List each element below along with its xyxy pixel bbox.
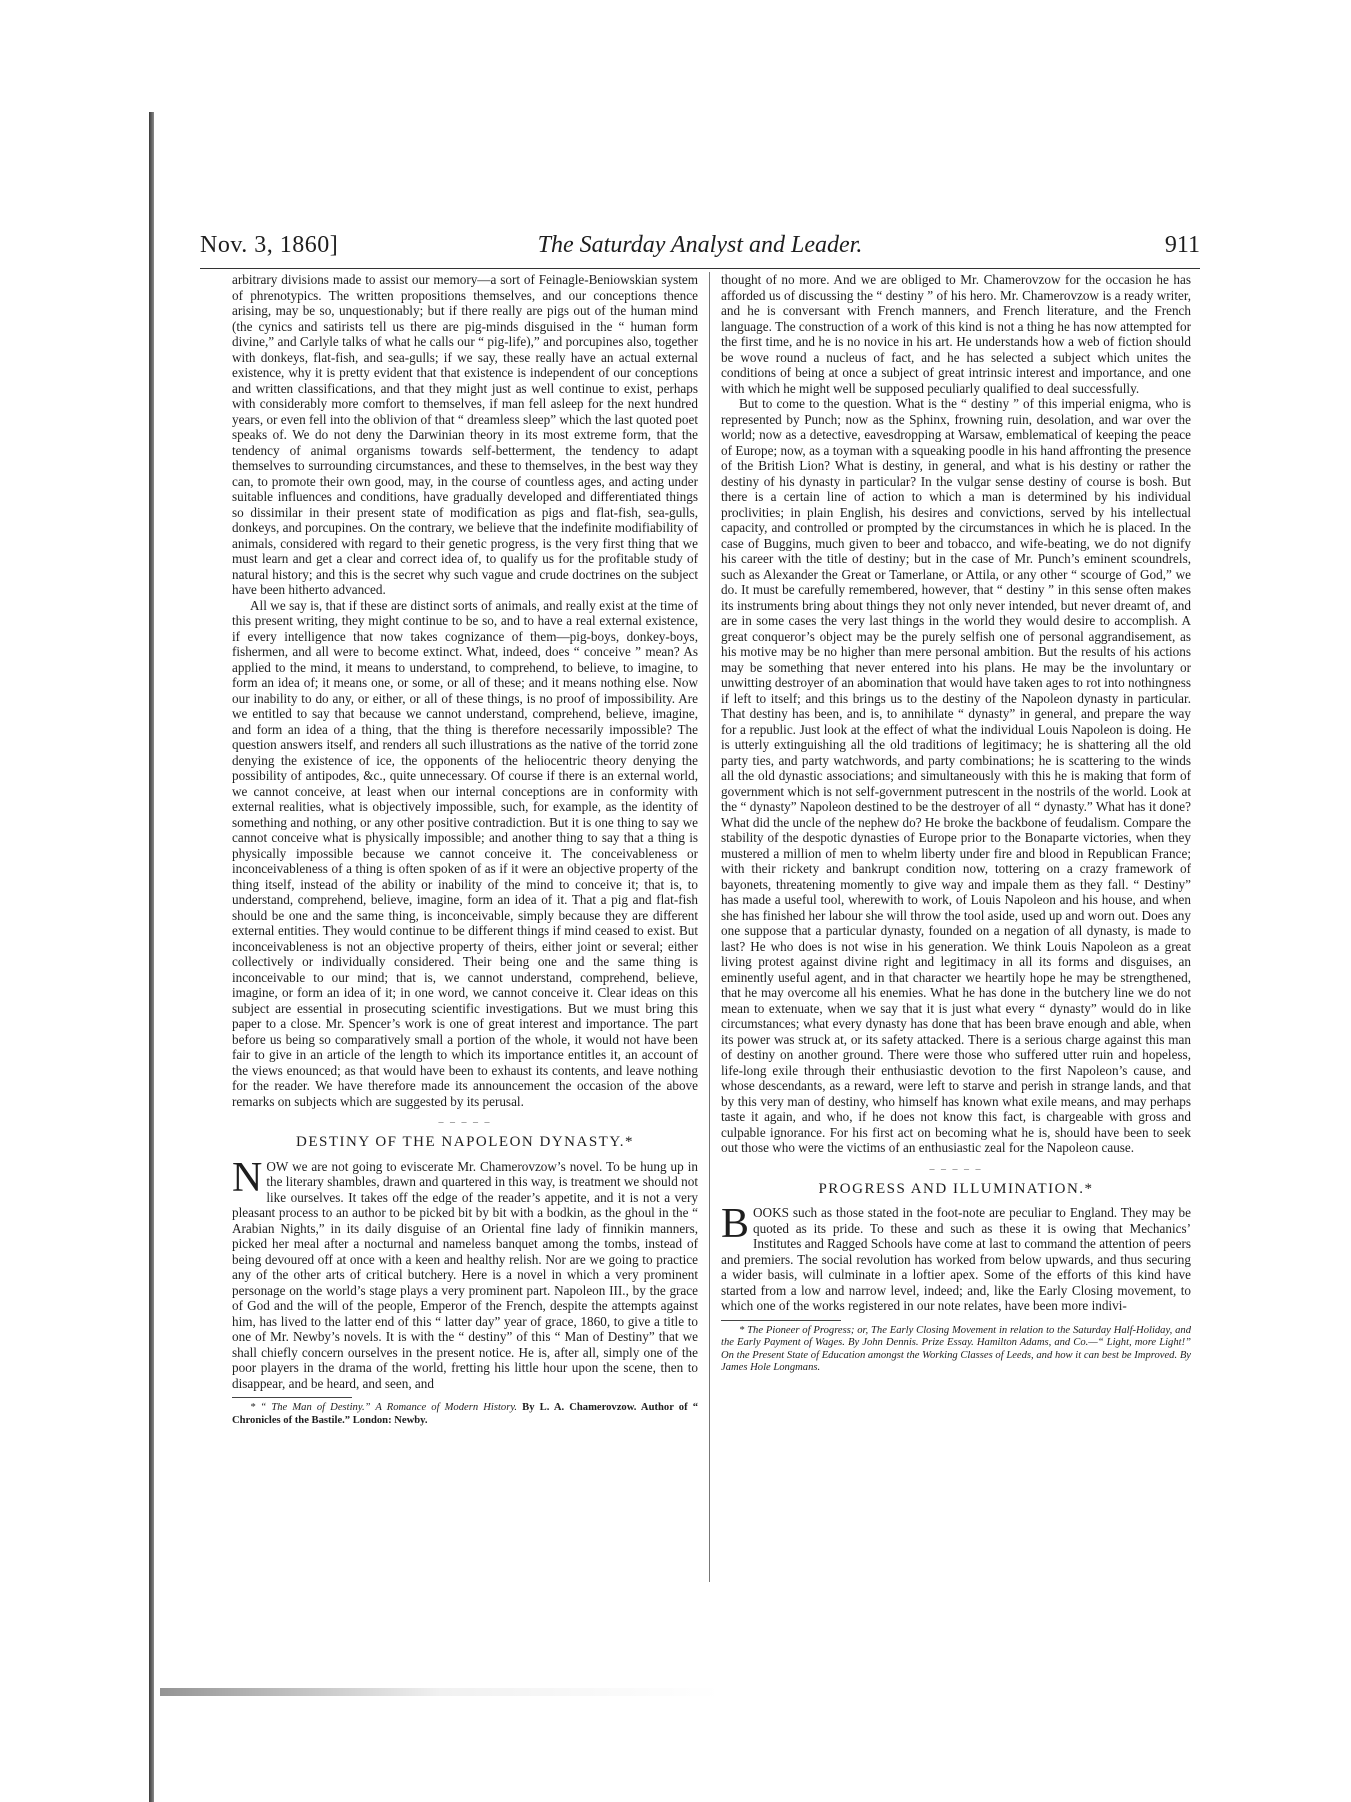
footnote <box>232 1402 698 1427</box>
article-paragraph <box>232 1154 698 1392</box>
article-text: OOKS such as those stated in the foot-note are peculiar to England. They may be quoted as its pride. To these and such as these it is owing that Mechanics’ Institutes and Ragged Schools have come at last to command the attention of peers and premiers. The social revolution has worked from below upwards, and thus securing a wider basis, will culminate in a loftier apex. Some of the efforts of this kind have started from a low and narrow level, indeed; and, like the Early Closing movement, to which one of the works registered in our note relates, have been more indivi- <box>721 1205 1191 1313</box>
footnote-rule <box>721 1320 841 1321</box>
article-heading: PROGRESS AND ILLUMINATION.* <box>818 1180 1094 1197</box>
article-heading: DESTINY OF THE NAPOLEON DYNASTY.* <box>296 1134 634 1150</box>
drop-cap: B <box>721 1201 750 1247</box>
scan-smudge <box>160 1688 720 1696</box>
section-ornament: – – – – – <box>438 1117 492 1128</box>
drop-cap: N <box>232 1154 263 1201</box>
article-paragraph: But to come to the question. What is the “ destiny ” of this imperial enigma, who is represented by Punch; now as the Sphinx, frowning ruin, desolation, and war over the world; now as a detective, eavesdropping at Warsaw, emblematical of keeping the peace of Europe; now, as a toyman with a squeaking poodle in his hand affronting the presence of the British Lion? What is destiny, in general, and what is his destiny or rather the destiny of his dynasty in particular? In the vulgar sense destiny of course is bosh. But there is a certain line of action to which a man is determined by his individual proclivities; in plain English, his desires and convictions, served by his intellectual capacity, and controlled or prompted by the circumstances in which he is placed. In the case of Buggins, much given to beer and tobacco, and wife-beating, we do not dignify his career with the title of destiny; but in the case of Mr. Punch’s eminent scoundrels, such as Alexander the Great or Tamerlane, or Attila, or any other “ scourge of God,” we do. It must be carefully remembered, however, that “ destiny ” in this sense often makes its instruments bring about things they not only never intended, but never dreamt of, and are in some cases the very last things in the world they would desire to accomplish. A great conqueror’s object may be the purely selfish one of personal aggrandisement, as his motive may be no higher than mere personal ambition. But the results of his actions may be something that never entered into his plans. He may be the involuntary or unwitting destroyer of an abomination that would have taken ages to rot into nothingness if left to itself; and this brings us to the destiny of the Napoleon dynasty in particular. That destiny has been, and is, to annihilate “ dynasty” in general, and prepare the way for a republic. Just look at the effect of what the individual Louis Napoleon is doing. He is utterly extinguishing all the old traditions of legitimacy; he is shattering all the old party ties, and party watchwords, and party combinations; he is scattering to the winds all the old dynastic associations; and simultaneously with this he is making that form of government which is not self-government putrescent in the nostrils of the world. Look at the “ dynasty” Napoleon destined to be the destroyer of all “ dynasty.” What has it done? What did the uncle of the nephew do? He broke the backbone of feudalism. Compare the stability of the despotic dynasties of Europe prior to the Bonaparte victories, when they mustered a million of men to whelm liberty under fire and blood in Republican France; with their rickety and bankrupt condition now, tottering on a crazy framework of bayonets, threatening momently to give way and impale them as they fall. “ Destiny” has made a useful tool, wherewith to work, of Louis Napoleon and his house, and when she has finished her labour she will throw the tool aside, used up and worn out. Does any one suppose that a particular dynasty, founded on a negation of all dynasty, is made to last? He who does is not wise in his generation. We think Louis Napoleon as a great living protest against divine right and legitimacy in all its forms and disguises, an eminently useful agent, and in that character we heartily hope he may be strengthened, that he may overcome all his enemies. What he has done in the butchery line we do not mean to extenuate, when we say that it is just what every “ dynasty” would do in like circumstances; what every dynasty has done that has been brave enough and able, when its power was struck at, or its safety attacked. There is a serious charge against this man of destiny on another ground. There were those who suffered utter ruin and hopeless, life-long exile through their enthusiastic devotion to the first Napoleon’s cause, and whose descendants, as a reward, were left to starve and perish in strange lands, and that by this very man of destiny, who himself has known what exile means, and may perhaps taste it again, and who, if he does not know this fact, is chargeable with gross and culpable ignorance. For his first act on becoming what he is, should have been to seek out those who were the victims of an enthusiastic zeal for the Napoleon cause. <box>721 396 1191 1155</box>
left-column <box>232 272 698 1427</box>
article-text: OW we are not going to eviscerate Mr. Chamerovzow’s novel. To be hung up in the literary shambles, drawn and quartered in this way, is treatment we should not like ourselves. It takes off the edge of the reader’s appetite, and it is not a very pleasant process to an author to be picked bit by bit with a bodkin, as the ghoul in the “ Arabian Nights,” in its daily disguise of an Oriental fine lady of finnikin manners, picked her meal after a nocturnal and nameless banquet among the tombs, instead of being devoured off at once with a keen and healthy relish. Nor are we going to practice any of the other arts of critical butchery. Here is a novel in which a very prominent personage on the world’s stage plays a very prominent part. Napoleon III., by the grace of God and the will of the people, Emperor of the French, despite the attempts against him, has lived to the latter end of this “ latter day” year of grace, 1860, to give a title to one of Mr. Newby’s novels. It is with the “ destiny” of this “ Man of Destiny” that we shall chiefly concern ourselves in the present notice. He is, after all, simply one of the poor players in the drama of the world, fretting his little hour upon the scene, then to disappear, and be heard, and seen, and <box>232 1158 698 1391</box>
article-paragraph: arbitrary divisions made to assist our memory—a sort of Feinagle-Beniowskian system of phrenotypics. The written propositions themselves, and our conceptions thence arising, may be so, unquestionably; but if there really are pigs out of the human mind (the cynics and satirists tell us there are pig-minds disguised in the “ human form divine,” and Carlyle talks of what he calls our “ pig-life),” and porcupines also, together with donkeys, flat-fish, and sea-gulls; if we say, these really have an actual external existence, why it is pretty evident that that existence is independent of our conceptions and written classifications, and that they might just as well continue to exist, perhaps with considerably more comfort to themselves, if man fell asleep for the next hundred years, or even fell into the oblivion of that “ dreamless sleep” which the last quoted poet speaks of. We do not deny the Darwinian theory in its most extreme form, that the tendency of animal organisms towards self-betterment, the tendency to adapt themselves to surrounding circumstances, and these to themselves, in the best way they can, to promote their own good, may, in the course of countless ages, and acting under suitable influences and conditions, have gradually developed and differentiated things so dissimilar in their present state of modification as pigs and flat-fish, sea-gulls, donkeys, and porcupines. On the contrary, we believe that the indefinite modifiability of animals, considered with regard to their genetic progress, is the very first thing that we must learn and get a clear and correct idea of, to qualify us for the profitable study of natural history; and this is the secret why such vague and crude doctrines on the subject have been hitherto advanced. <box>232 272 698 597</box>
article-paragraph: thought of no more. And we are obliged to Mr. Chamerovzow for the occasion he has afforded us of discussing the “ destiny ” of his hero. Mr. Chamerovzow is a ready writer, and he is conversant with French manners, and French literature, and the French language. The construction of a work of this kind is not a thing he has now attempted for the first time, and he is no novice in his art. He understands how a web of fiction should be wove round a nucleus of fact, and he has selected a subject which unites the conditions of being at once a subject of great intrinsic interest and importance, and one with which he might well be supposed peculiarly qualified to deal successfully. <box>721 272 1191 396</box>
footnote-title: * “ The Man of Destiny.” A Romance of Modern History. <box>250 1402 518 1413</box>
publication-title: The Saturday Analyst and Leader. <box>537 232 863 258</box>
column-divider <box>709 272 710 1582</box>
section-ornament: – – – – – <box>929 1163 983 1175</box>
page-spine <box>149 112 154 1802</box>
header-rule <box>200 268 1200 269</box>
footnote-text: By L. A. Chamerovzow. Author of “ Chronicles of the Bastile.” London: Newby. <box>232 1402 699 1426</box>
issue-date: Nov. 3, 1860] <box>200 232 339 258</box>
footnote: * The Pioneer of Progress; or, The Early Closing Movement in relation to the Saturday Half-Holiday, and the Early Payment of Wages. By John Dennis. Prize Essay. Hamilton Adams, and Co.—“ Light, more Light!” On the Present State of Education amongst the Working Classes of Leeds, and how it can best be Improved. By James Hole Longmans. <box>721 1324 1191 1373</box>
page-number: 911 <box>1164 232 1200 258</box>
article-paragraph: All we say is, that if these are distinct sorts of animals, and really exist at the time of this present writing, they might continue to be so, and to have a real external existence, if every intelligence that now takes cognizance of them—pig-boys, donkey-boys, fishermen, and all were to become extinct. What, indeed, does “ conceive ” mean? As applied to the mind, it means to understand, to comprehend, to believe, to imagine, to form an idea of; it means one, or some, or all of these; and it means nothing else. Now our inability to do any, or either, or all of these things, is no proof of impossibility. Are we entitled to say that because we cannot understand, comprehend, believe, imagine, and form an idea of a thing, that the thing is therefore necessarily impossible? The question answers itself, and renders all such illustrations as the native of the torrid zone denying the existence of ice, the opponents of the heliocentric theory denying the possibility of antipodes, &c., quite unnecessary. Of course if there is an external world, we cannot conceive, at least when our internal conceptions are in conformity with external realities, what is objectively impossible, such, for example, as the identity of something and nothing, or any other positive contradiction. But it is one thing to say we cannot conceive what is physically impossible; and another thing to say that a thing is physically impossible because we cannot conceive it. The conceivableness or inconceivableness of a thing is often spoken of as if it were an objective property of the thing itself, instead of the ability or inability of the mind to conceive it; that is, to understand, comprehend, believe, imagine, form an idea of it. That a pig and flat-fish should be one and the same thing, is inconceivable, simply because they are different external entities. They would continue to be different things if mind ceased to exist. But inconceivableness is not an objective property of theirs, either joint or several; either collectively or individually considered. Their being one and the same thing is inconceivable to our mind; that is, we cannot understand, comprehend, believe, imagine, or form an idea of it; in one word, we cannot conceive it. Clear ideas on this subject are essential in prosecuting scientific investigations. But we must bring this paper to a close. Mr. Spencer’s work is one of great interest and importance. The part before us being so comparatively small a portion of the whole, it would not have been fair to give in an article of the length to which its importance entitles it, an account of the views enounced; as that would have been to exhaust its contents, and leave nothing for the reader. We have therefore made its announcement the occasion of the above remarks on subjects which are suggested by its perusal. <box>232 597 698 1109</box>
right-column <box>721 272 1191 1375</box>
article-paragraph <box>721 1201 1191 1314</box>
page-header <box>200 232 1200 268</box>
footnote-rule <box>232 1397 352 1398</box>
